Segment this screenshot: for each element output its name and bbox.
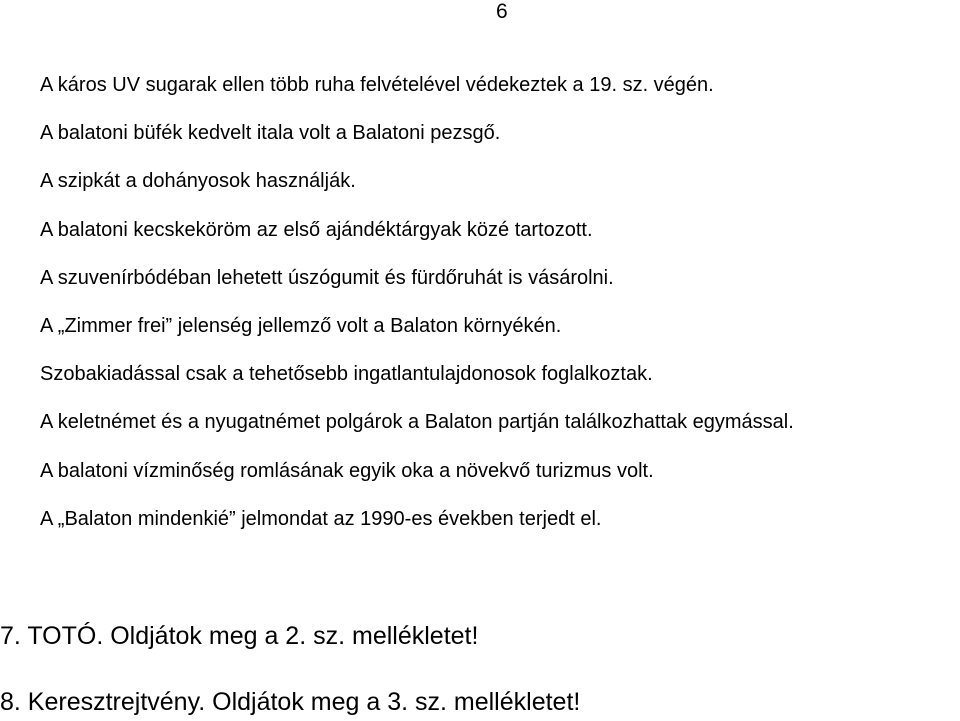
statement-8: A keletnémet és a nyugatnémet polgárok a Balaton partján találkozhattak egymással. (40, 411, 794, 434)
section-crossword-heading: 8. Keresztrejtvény. Oldjátok meg a 3. sz. mellékletet! (0, 688, 581, 716)
statement-6: A „Zimmer frei” jelenség jellemző volt a Balaton környékén. (40, 314, 562, 337)
statement-1: A káros UV sugarak ellen több ruha felvételével védekeztek a 19. sz. végén. (40, 74, 714, 96)
statement-9: A balatoni vízminőség romlásának egyik oka a növekvő turizmus volt. (40, 459, 654, 482)
statement-list (40, 73, 794, 555)
statement-7: Szobakiadással csak a tehetősebb ingatlantulajdonosok foglalkoztak. (40, 363, 653, 386)
statement-3: A szipkát a dohányosok használják. (40, 170, 356, 193)
statement-4: A balatoni kecskeköröm az első ajándéktárgyak közé tartozott. (40, 218, 593, 241)
statement-10: A „Balaton mindenkié” jelmondat az 1990-es években terjedt el. (40, 507, 602, 530)
statement-2: A balatoni büfék kedvelt itala volt a Balatoni pezsgő. (40, 122, 501, 145)
statement-5: A szuvenírbódéban lehetett úszógumit és fürdőruhát is vásárolni. (40, 266, 614, 289)
section-toto-heading: 7. TOTÓ. Oldjátok meg a 2. sz. mellékletet! (0, 622, 479, 650)
page-number: 6 (496, 0, 508, 23)
